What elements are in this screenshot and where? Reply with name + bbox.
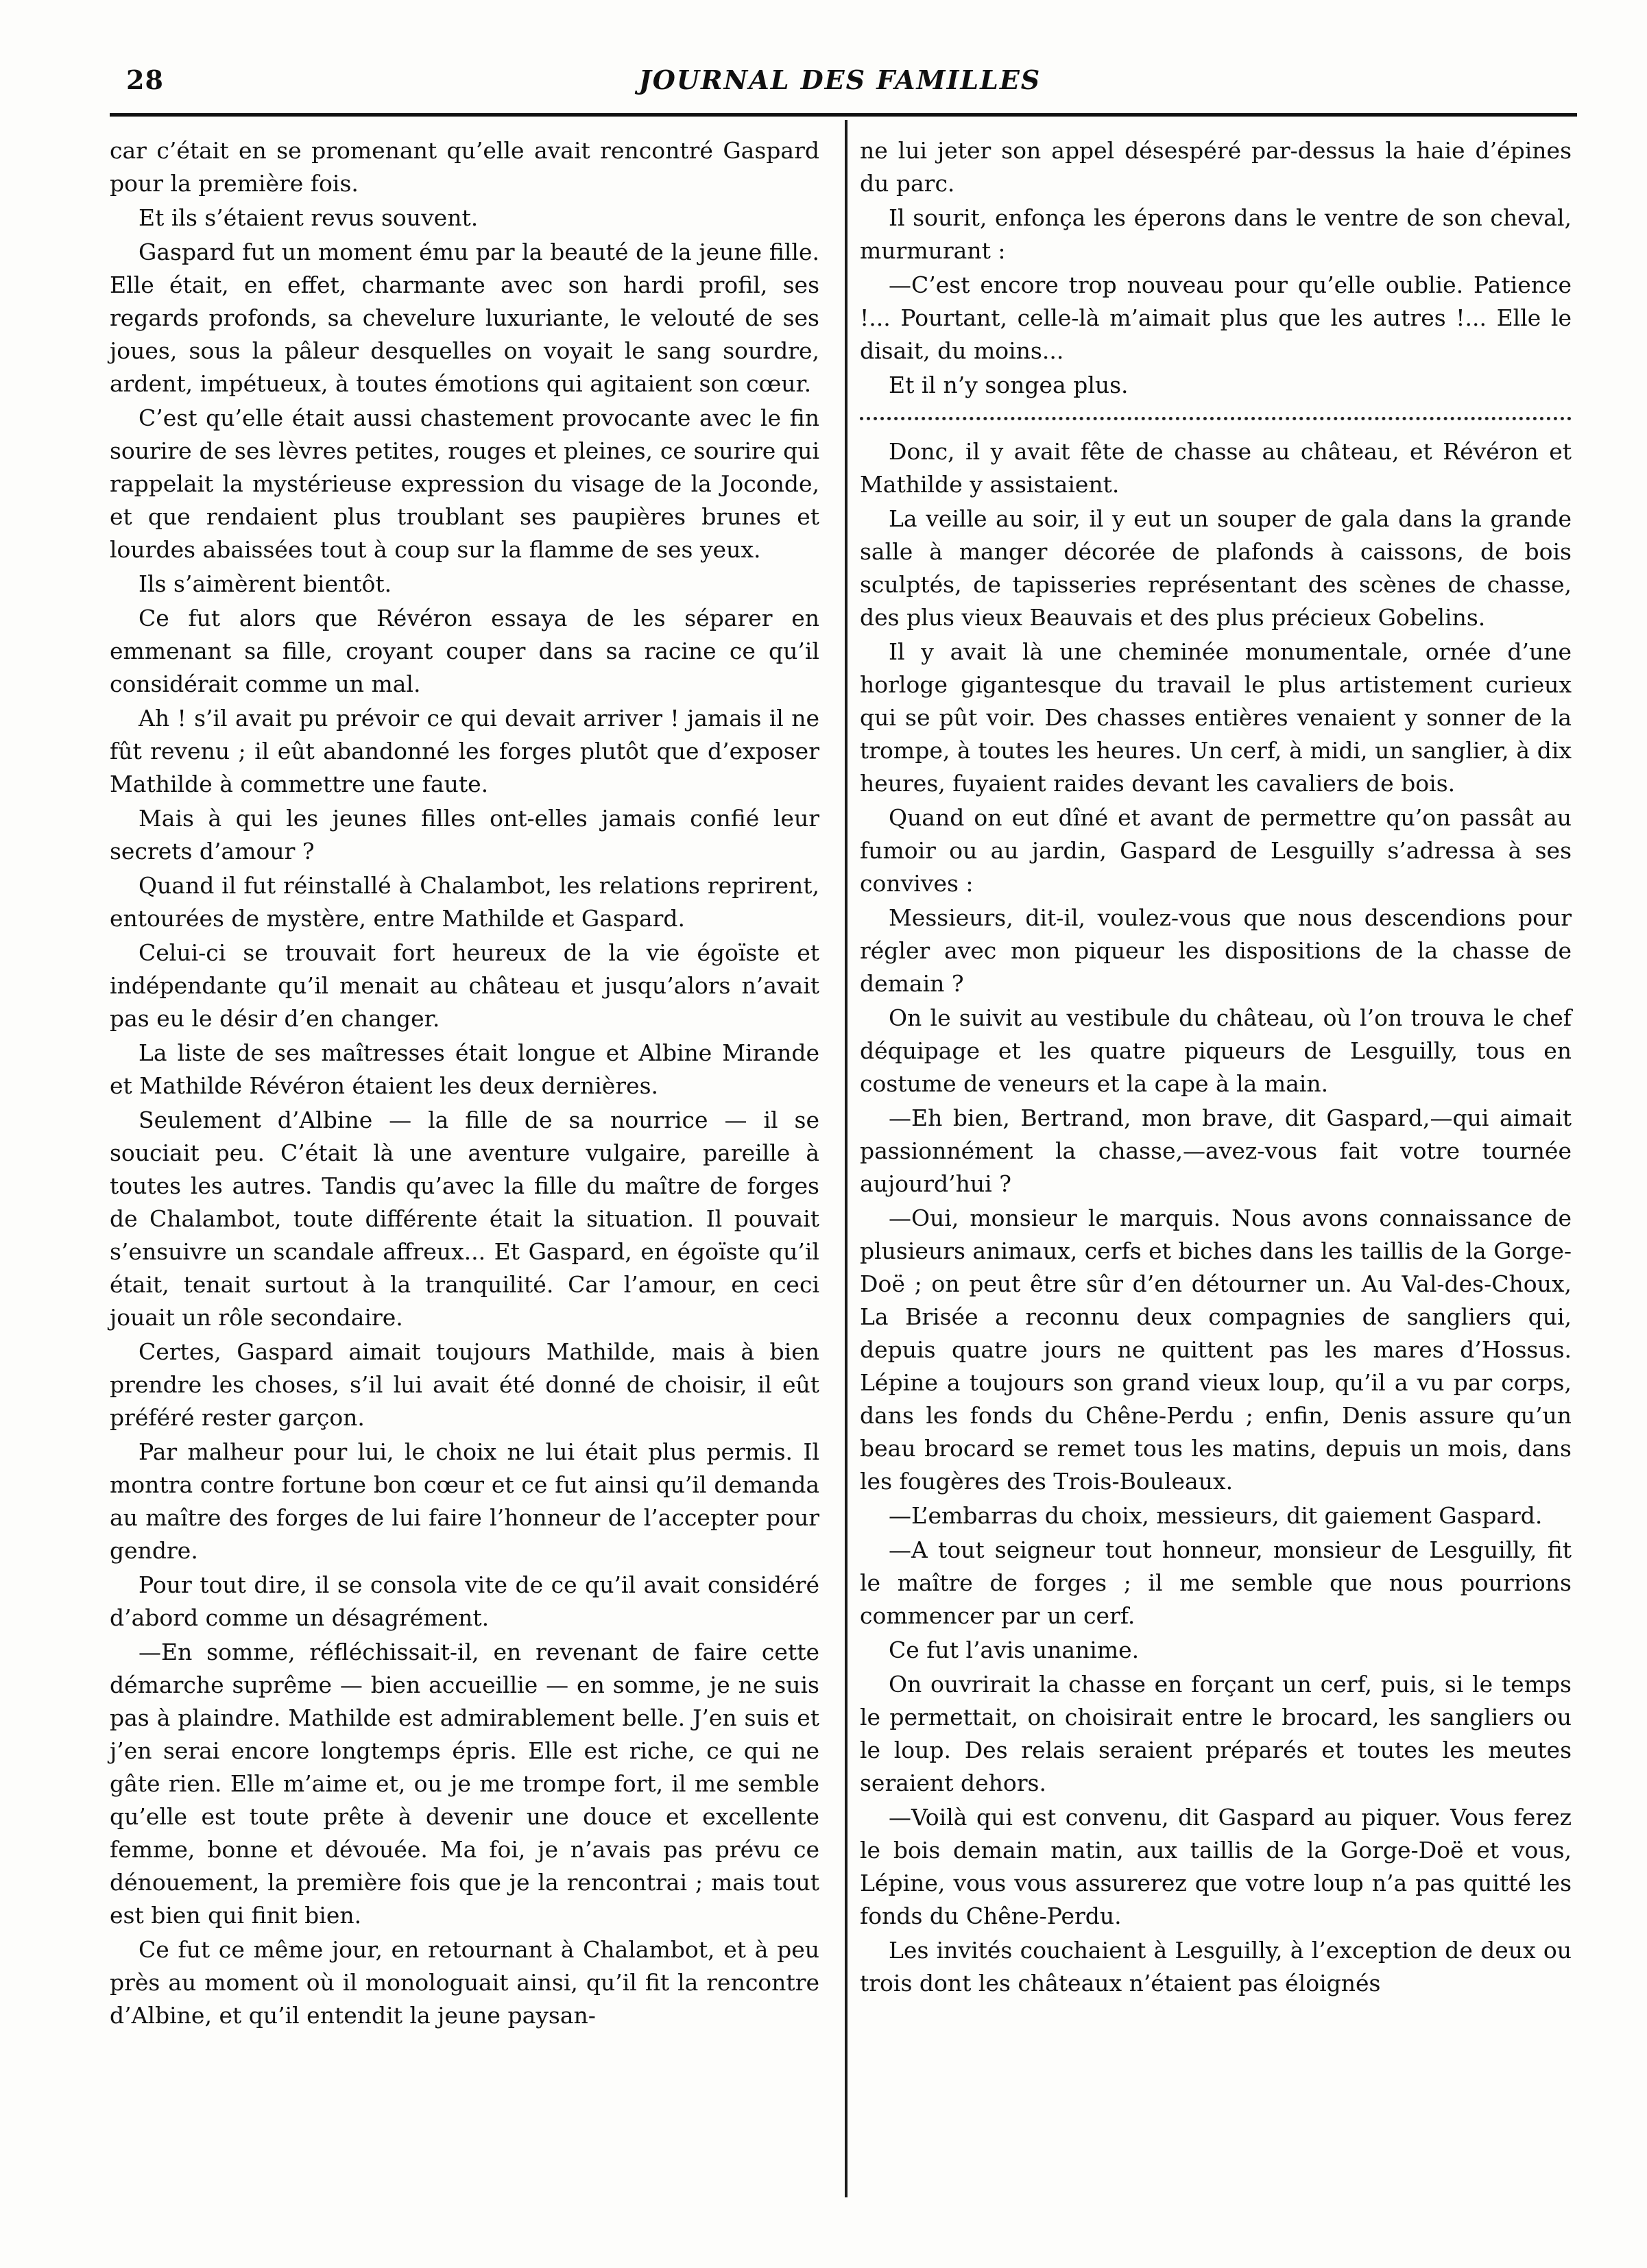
paragraph: Ce fut alors que Révéron essaya de les séparer en emmenant sa fille, croyant couper dans sa racine ce qu’il considérait comme un mal. xyxy=(110,605,819,697)
paragraph: ne lui jeter son appel désespéré par-dessus la haie d’épines du parc. xyxy=(860,137,1572,197)
paragraph: La liste de ses maîtresses était longue et Albine Mirande et Mathilde Révéron étaient les deux dernières. xyxy=(110,1039,819,1099)
paragraph: —Eh bien, Bertrand, mon brave, dit Gaspard,—qui aimait passionnément la chasse,—avez-vous fait votre tournée aujourd’hui ? xyxy=(860,1105,1572,1197)
section-separator xyxy=(860,407,1572,420)
paragraph: Messieurs, dit-il, voulez-vous que nous descendions pour régler avec mon piqueur les dispositions de la chasse de demain ? xyxy=(860,904,1572,997)
paragraph: Les invités couchaient à Lesguilly, à l’exception de deux ou trois dont les châteaux n’étaient pas éloignés xyxy=(860,1937,1572,1996)
column-rule xyxy=(845,120,847,2197)
paragraph: On ouvrirait la chasse en forçant un cerf, puis, si le temps le permettait, on choisirait entre le brocard, les sangliers ou le loup. Des relais seraient préparés et toutes les meutes seraient dehors. xyxy=(860,1671,1572,1796)
paragraph: —A tout seigneur tout honneur, monsieur de Lesguilly, fit le maître de forges ; il me semble que nous pourrions commencer par un cerf. xyxy=(860,1536,1572,1629)
paragraph: La veille au soir, il y eut un souper de gala dans la grande salle à manger décorée de plafonds à caissons, de bois sculptés, de tapisseries représentant des scènes de chasse, des plus vieux Beauvais et des plus précieux Gobelins. xyxy=(860,505,1572,631)
page-number: 28 xyxy=(126,64,164,95)
paragraph: Il sourit, enfonça les éperons dans le ventre de son cheval, murmurant : xyxy=(860,204,1572,264)
paragraph: Pour tout dire, il se consola vite de ce qu’il avait considéré d’abord comme un désagrément. xyxy=(110,1571,819,1631)
left-column xyxy=(110,134,819,2034)
paragraph: —C’est encore trop nouveau pour qu’elle oublie. Patience !... Pourtant, celle-là m’aimait plus que les autres !... Elle le disait, du moins... xyxy=(860,272,1572,364)
paragraph: Et ils s’étaient revus souvent. xyxy=(139,204,479,231)
paragraph: Quand il fut réinstallé à Chalambot, les relations reprirent, entourées de mystère, entre Mathilde et Gaspard. xyxy=(110,872,819,932)
paragraph: C’est qu’elle était aussi chastement provocante avec le fin sourire de ses lèvres petites, rouges et pleines, ce sourire qui rappelait la mystérieuse expression du visage de la Joconde, et que rendaient plus troublant ses paupières brunes et lourdes abaissées tout à coup sur la flamme de ses yeux. xyxy=(110,405,819,563)
paragraph: Gaspard fut un moment ému par la beauté de la jeune fille. Elle était, en effet, charmante avec son hardi profil, ses regards profonds, sa chevelure luxuriante, le velouté de ses joues, sous la pâleur desquelles on voyait le sang sourdre, ardent, impétueux, à toutes émotions qui agitaient son cœur. xyxy=(110,239,819,397)
paragraph: —Oui, monsieur le marquis. Nous avons connaissance de plusieurs animaux, cerfs et biches dans les taillis de la Gorge-Doë ; on peut être sûr d’en détourner un. Au Val-des-Choux, La Brisée a reconnu deux compagnies de sangliers qui, depuis quatre jours ne quittent pas les mares d’Hossus. Lépine a toujours son grand vieux loup, qu’il a vu par corps, dans les fonds du Chêne-Perdu ; enfin, Denis assure qu’un beau brocard se remet tous les matins, depuis un mois, dans les fougères des Trois-Bouleaux. xyxy=(860,1205,1572,1495)
paragraph: Ah ! s’il avait pu prévoir ce qui devait arriver ! jamais il ne fût revenu ; il eût abandonné les forges plutôt que d’exposer Mathilde à commettre une faute. xyxy=(110,705,819,797)
paragraph: Et il n’y songea plus. xyxy=(889,372,1129,398)
paragraph: Ce fut l’avis unanime. xyxy=(889,1637,1140,1663)
paragraph: —L’embarras du choix, messieurs, dit gaiement Gaspard. xyxy=(889,1502,1543,1529)
running-title: JOURNAL DES FAMILLES xyxy=(638,64,1042,95)
paragraph: Ils s’aimèrent bientôt. xyxy=(139,570,392,597)
paragraph: Quand on eut dîné et avant de permettre qu’on passât au fumoir ou au jardin, Gaspard de Lesguilly s’adressa à ses convives : xyxy=(860,804,1572,897)
header-rule xyxy=(110,113,1577,117)
page-header xyxy=(110,59,1570,107)
paragraph: Par malheur pour lui, le choix ne lui était plus permis. Il montra contre fortune bon cœur et ce fut ainsi qu’il demanda au maître des forges de lui faire l’honneur de l’accepter pour gendre. xyxy=(110,1438,819,1564)
paragraph: Certes, Gaspard aimait toujours Mathilde, mais à bien prendre les choses, s’il lui avait été donné de choisir, il eût préféré rester garçon. xyxy=(110,1338,819,1431)
paragraph: On le suivit au vestibule du château, où l’on trouva le chef déquipage et les quatre piqueurs de Lesguilly, tous en costume de veneurs et la cape à la main. xyxy=(860,1004,1572,1097)
paragraph: Seulement d’Albine — la fille de sa nourrice — il se souciait peu. C’était là une aventure vulgaire, pareille à toutes les autres. Tandis qu’avec la fille du maître de forges de Chalambot, toute différente était la situation. Il pouvait s’ensuivre un scandale affreux... Et Gaspard, en égoïste qu’il était, tenait surtout à la tranquilité. Car l’amour, en ceci jouait un rôle secondaire. xyxy=(110,1107,819,1331)
paragraph: Ce fut ce même jour, en retournant à Chalambot, et à peu près au moment où il monologuait ainsi, qu’il fit la rencontre d’Albine, et qu’il entendit la jeune paysan- xyxy=(110,1936,819,2029)
paragraph: Il y avait là une cheminée monumentale, ornée d’une horloge gigantesque du travail le plus artistement curieux qui se pût voir. Des chasses entières venaient y sonner de la trompe, à toutes les heures. Un cerf, à midi, un sanglier, à dix heures, fuyaient raides devant les cavaliers de bois. xyxy=(860,638,1572,797)
paragraph: —En somme, réfléchissait-il, en revenant de faire cette démarche suprême — bien accueillie — en somme, je ne suis pas à plaindre. Mathilde est admirablement belle. J’en suis et j’en serai encore longtemps épris. Elle est riche, ce qui ne gâte rien. Elle m’aime et, ou je me trompe fort, il me semble qu’elle est toute prête à devenir une douce et excellente femme, bonne et dévouée. Ma foi, je n’avais pas prévu ce dénouement, la première fois que je la rencontrai ; mais tout est bien qui finit bien. xyxy=(110,1639,819,1929)
paragraph: Donc, il y avait fête de chasse au château, et Révéron et Mathilde y assistaient. xyxy=(860,438,1572,498)
paragraph: —Voilà qui est convenu, dit Gaspard au piquer. Vous ferez le bois demain matin, aux taillis de la Gorge-Doë et vous, Lépine, vous vous assurerez que votre loup n’a pas quitté les fonds du Chêne-Perdu. xyxy=(860,1804,1572,1929)
paragraph: Mais à qui les jeunes filles ont-elles jamais confié leur secrets d’amour ? xyxy=(110,805,819,865)
right-column xyxy=(860,134,1572,2001)
paragraph: Celui-ci se trouvait fort heureux de la vie égoïste et indépendante qu’il menait au château et jusqu’alors n’avait pas eu le désir d’en changer. xyxy=(110,939,819,1032)
paragraph: car c’était en se promenant qu’elle avait rencontré Gaspard pour la première fois. xyxy=(110,137,819,197)
